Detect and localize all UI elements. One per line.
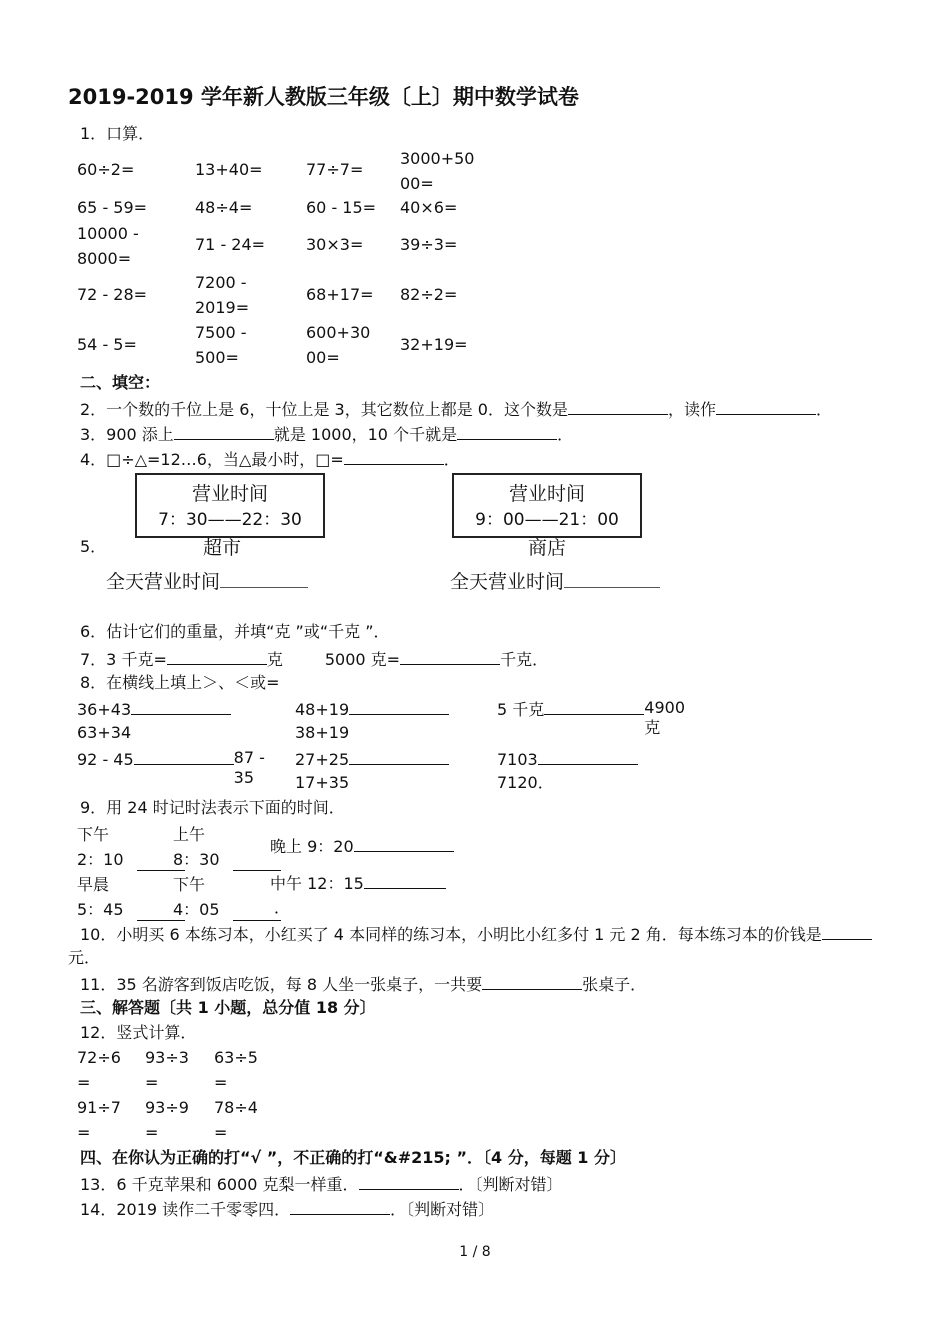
answer-blank[interactable] (134, 748, 234, 765)
answer-blank[interactable] (131, 698, 231, 715)
q1-label: 1．口算． (80, 124, 155, 143)
q8-item: 27+25 (295, 748, 449, 770)
q1-cell: 54 - 5= (77, 335, 137, 354)
q9-item: 早晨 5：45 (77, 872, 185, 926)
q1-cell: 82÷2= (400, 285, 458, 304)
sign-title: 营业时间 (508, 483, 585, 505)
answer-blank[interactable] (349, 748, 449, 765)
q1-cell: 65 - 59= (77, 198, 148, 217)
question-6: 6．估计它们的重量，并填“克 ”或“千克 ”． (80, 622, 390, 641)
q5-label: 5． (80, 537, 107, 556)
question-13: 13．6 千克苹果和 6000 克梨一样重． ．〔判断对错〕 (80, 1175, 563, 1194)
q1-cell: 39÷3= (400, 235, 458, 254)
answer-blank[interactable] (822, 923, 872, 940)
q1-cell: 72 - 28= (77, 285, 148, 304)
q12-item: 93÷3 (145, 1048, 189, 1067)
q12-eq: = (145, 1123, 159, 1142)
store-hours-sign (452, 473, 642, 538)
q8-item-cont: 17+35 (295, 773, 350, 792)
answer-blank[interactable] (167, 648, 267, 665)
q1-cell: 48÷4= (195, 198, 253, 217)
answer-blank[interactable] (482, 973, 582, 990)
q1-cell: 40×6= (400, 198, 458, 217)
question-3: 3．900 添上 就是 1000，10 个千就是 ． (80, 425, 574, 444)
q12-eq: = (214, 1073, 228, 1092)
q1-cell: 7200 - 2019= (195, 273, 250, 317)
q9-item: 下午 2：10 (77, 822, 185, 876)
q1-cell: 10000 - 8000= (77, 224, 139, 268)
supermarket-caption: 超市 (203, 537, 242, 559)
q12-label: 12．竖式计算． (80, 1023, 197, 1042)
q1-cell: 77÷7= (306, 160, 364, 179)
q1-cell: 60 - 15= (306, 198, 377, 217)
q8-item-cont: 7120． (497, 773, 554, 792)
q12-eq: = (77, 1073, 91, 1092)
question-10-cont: 元． (68, 948, 101, 967)
q1-cell: 71 - 24= (195, 235, 266, 254)
q9-item: 中午 12：15 (270, 872, 446, 894)
q1-cell: 60÷2= (77, 160, 135, 179)
q8-item: 36+43 (77, 698, 231, 720)
page-title: 2019-2019 学年新人教版三年级〔上〕期中数学试卷 (68, 85, 579, 109)
question-14: 14．2019 读作二千零零四． ．〔判断对错〕 (80, 1200, 495, 1219)
q9-end: ． (274, 898, 291, 917)
answer-blank[interactable] (538, 748, 638, 765)
answer-blank[interactable] (349, 698, 449, 715)
q12-item: 72÷6 (77, 1048, 121, 1067)
q1-cell: 68+17= (306, 285, 374, 304)
q9-item: 下午 4：05 (173, 872, 281, 926)
q12-item: 91÷7 (77, 1098, 121, 1117)
q9-label: 9．用 24 时记时法表示下面的时间． (80, 798, 345, 817)
answer-blank[interactable] (716, 398, 816, 415)
section-4-heading: 四、在你认为正确的打“√ ”，不正确的打“&#215; ”．〔4 分，每题 1 分〕 (80, 1148, 627, 1167)
answer-blank[interactable] (220, 569, 308, 588)
answer-blank[interactable] (364, 872, 446, 889)
answer-blank[interactable] (457, 423, 557, 440)
sign-hours: 7：30——22：30 (158, 510, 302, 530)
sign-title: 营业时间 (191, 483, 268, 505)
section-3-heading: 三、解答题〔共 1 小题，总分值 18 分〕 (80, 998, 376, 1017)
supermarket-fullday: 全天营业时间 (106, 569, 308, 594)
answer-blank[interactable] (344, 448, 444, 465)
answer-blank[interactable] (290, 1198, 390, 1215)
store-fullday: 全天营业时间 (450, 569, 660, 594)
question-4: 4．□÷△=12…6，当△最小时，□= ． (80, 450, 460, 469)
answer-blank[interactable] (400, 648, 500, 665)
q8-item: 5 千克 4900 克 (497, 698, 685, 737)
question-7: 7．3 千克= 克 5000 克= 千克． (80, 650, 549, 669)
page-number: 1 / 8 (459, 1244, 491, 1260)
q8-item: 7103 (497, 748, 638, 770)
answer-blank[interactable] (174, 423, 274, 440)
q12-eq: = (145, 1073, 159, 1092)
q1-cell: 7500 - 500= (195, 323, 247, 367)
q12-item: 63÷5 (214, 1048, 258, 1067)
q1-cell: 30×3= (306, 235, 364, 254)
question-2: 2．一个数的千位上是 6，十位上是 3，其它数位上都是 0．这个数是 ，读作 ． (80, 400, 833, 419)
answer-blank[interactable] (544, 698, 644, 715)
answer-blank[interactable] (564, 569, 660, 588)
q8-item: 48+19 (295, 698, 449, 720)
sign-hours: 9：00——21：00 (475, 510, 619, 530)
section-2-heading: 二、填空： (80, 373, 161, 392)
q8-label: 8．在横线上填上＞、＜或= (80, 673, 280, 692)
q9-item: 上午 8：30 (173, 822, 281, 876)
answer-blank[interactable] (354, 835, 454, 852)
q1-cell: 600+3000= (306, 323, 371, 367)
q12-item: 93÷9 (145, 1098, 189, 1117)
answer-blank[interactable] (359, 1173, 459, 1190)
question-11: 11．35 名游客到饭店吃饭，每 8 人坐一张桌子，一共要 张桌子． (80, 975, 647, 994)
q8-item-cont: 38+19 (295, 723, 350, 742)
store-caption: 商店 (528, 537, 567, 559)
question-10: 10．小明买 6 本练习本，小红买了 4 本同样的练习本，小明比小红多付 1 元 2 角．每本练习本的价钱是 (80, 923, 872, 945)
q1-cell: 13+40= (195, 160, 263, 179)
q12-eq: = (214, 1123, 228, 1142)
q12-eq: = (77, 1123, 91, 1142)
q1-cell: 32+19= (400, 335, 468, 354)
q1-cell: 3000+5000= (400, 149, 475, 193)
supermarket-hours-sign (135, 473, 325, 538)
q12-item: 78÷4 (214, 1098, 258, 1117)
q8-item-cont: 63+34 (77, 723, 132, 742)
q8-item: 92 - 45 87 - 35 (77, 748, 265, 787)
q9-item: 晚上 9：20 (270, 835, 454, 857)
answer-blank[interactable] (568, 398, 668, 415)
